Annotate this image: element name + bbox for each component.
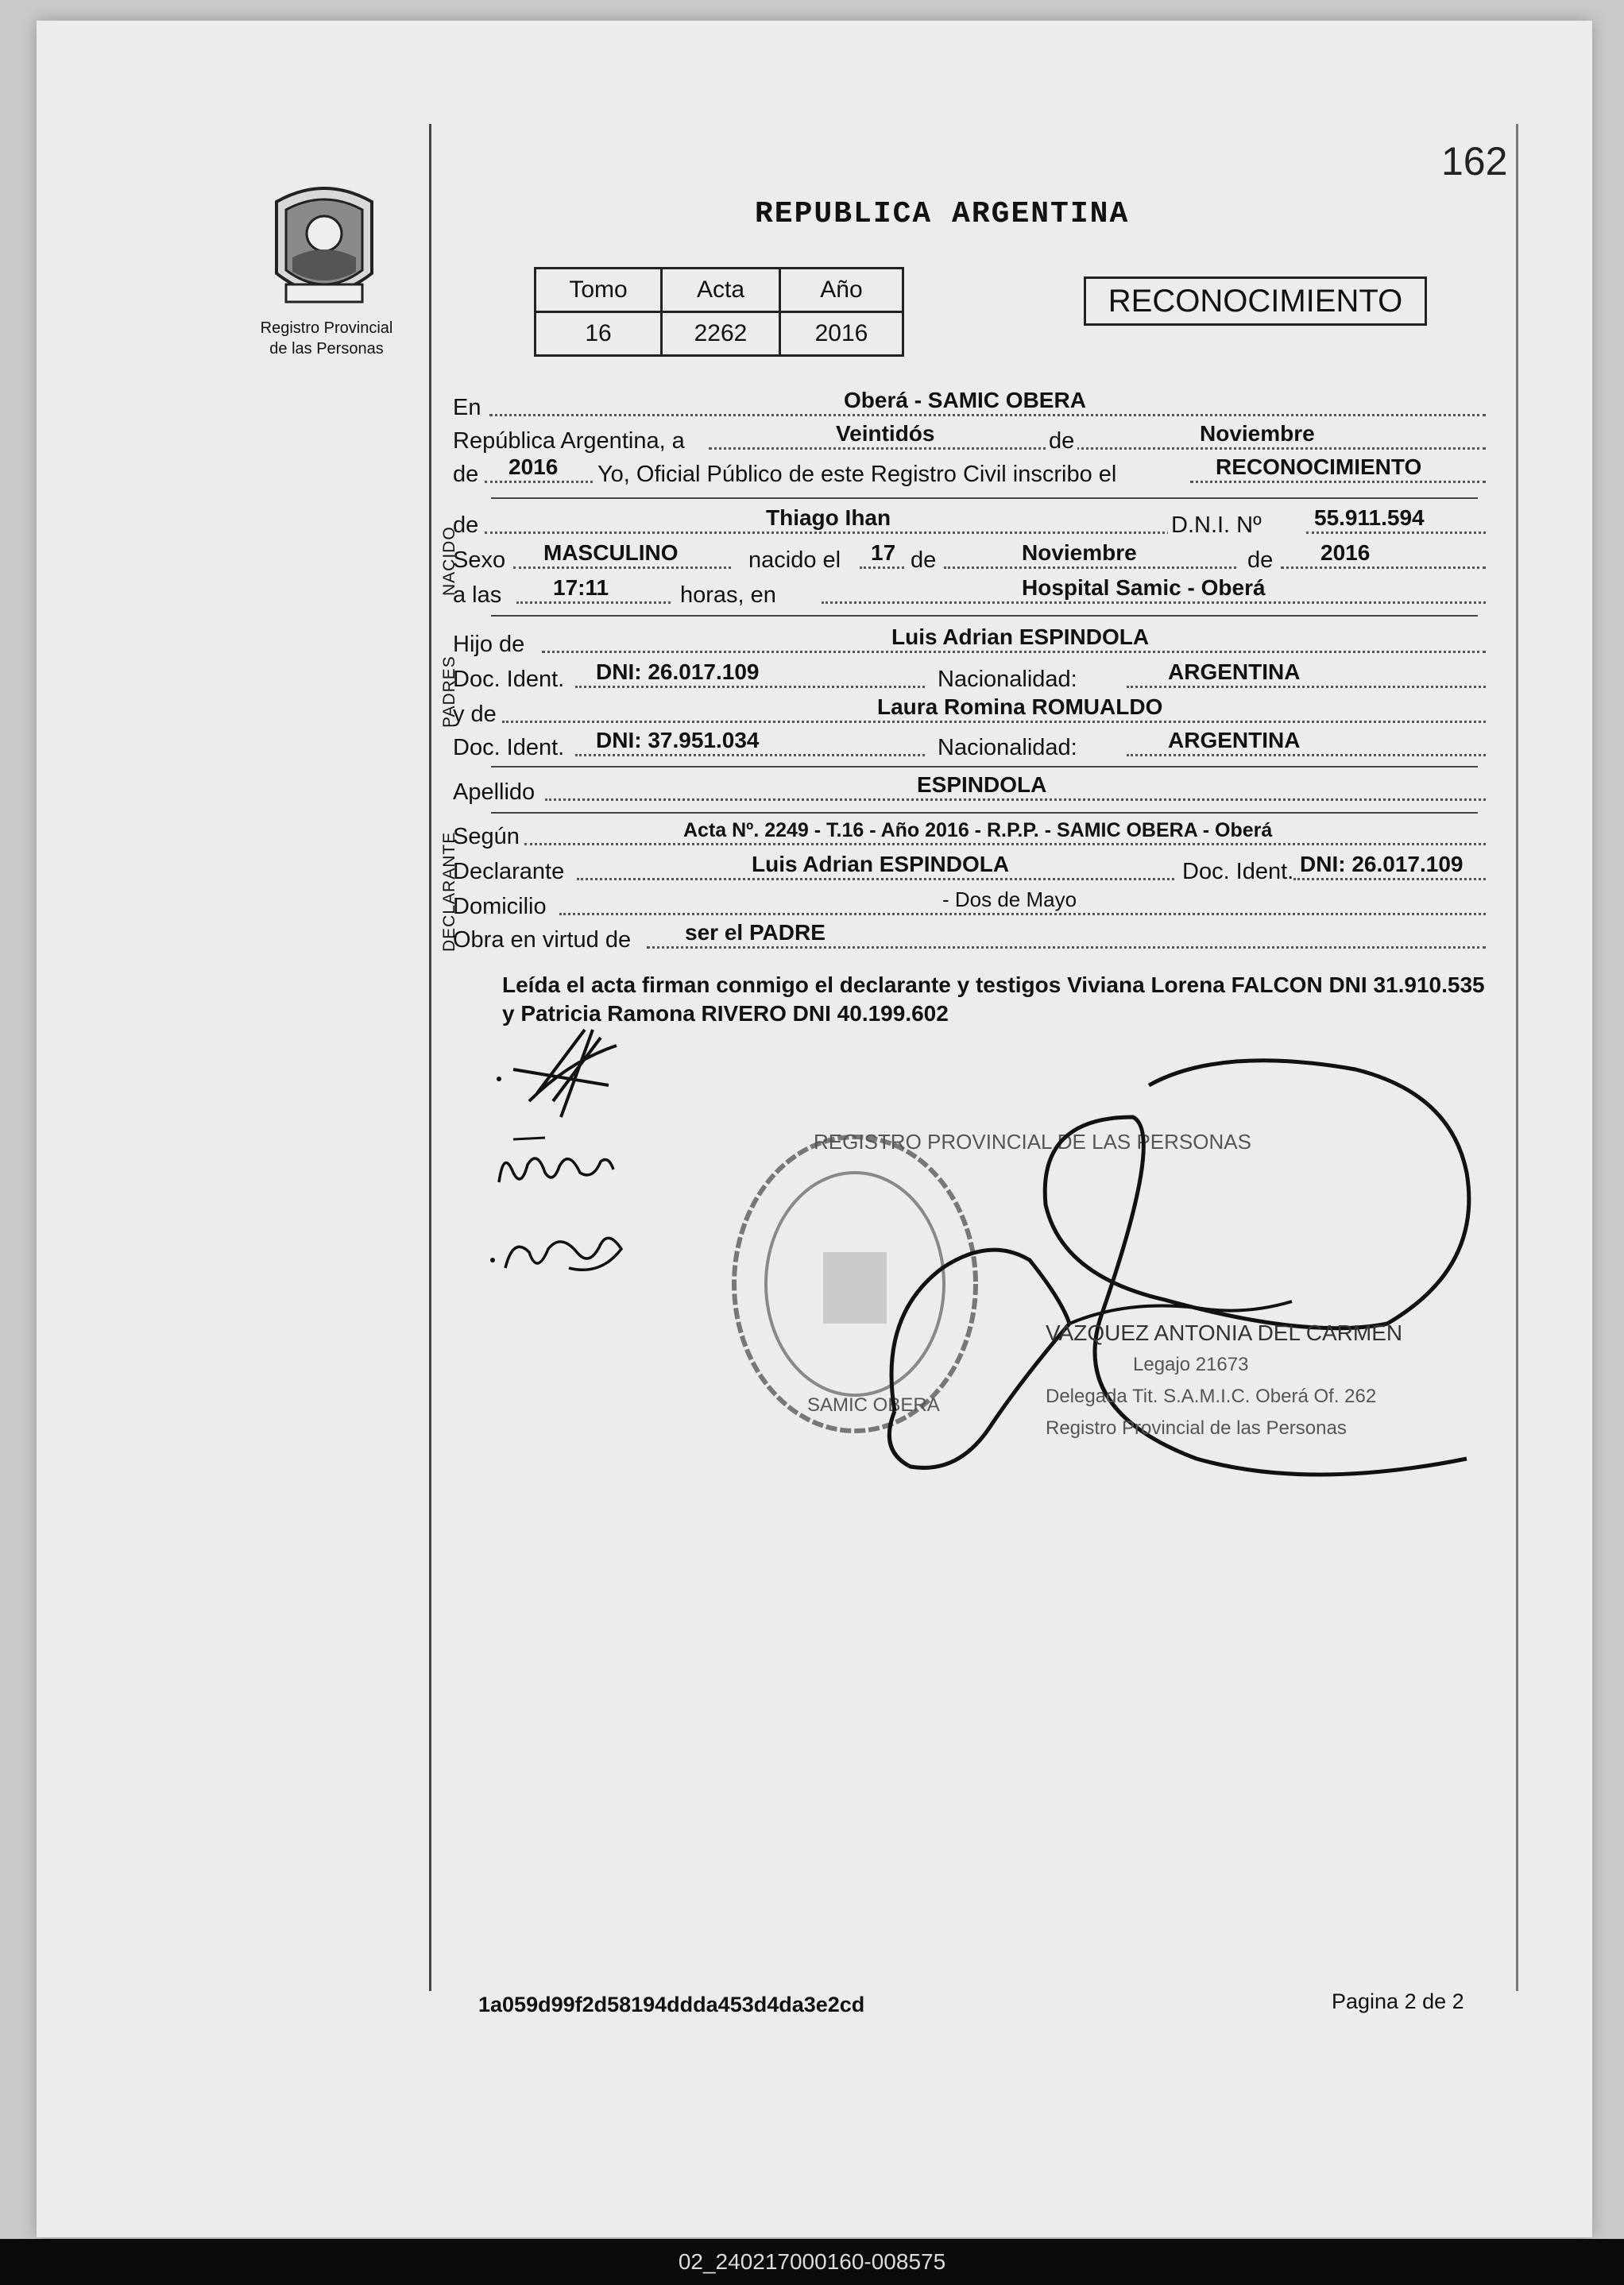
field-apellido: Apellido ESPINDOLA [453, 774, 1486, 806]
official-legajo: Legajo 21673 [1133, 1354, 1249, 1375]
field-obra: Obra en virtud de ser el PADRE [453, 922, 1486, 953]
side-label-declarante: DECLARANTE [440, 831, 458, 952]
act-type-box: RECONOCIMIENTO [1084, 276, 1427, 326]
document-hash: 1a059d99f2d58194ddda453d4da3e2cd [478, 1993, 865, 2016]
field-padre: Hijo de Luis Adrian ESPINDOLA [453, 626, 1486, 658]
official-stamp-text [1046, 1317, 1402, 1444]
field-madre: y de Laura Romina ROMUALDO [453, 696, 1486, 728]
field-domicilio: Domicilio - Dos de Mayo [453, 888, 1486, 920]
image-id-footer: 02_240217000160-008575 [0, 2239, 1624, 2285]
field-en: En Oberá - SAMIC OBERA [453, 389, 1486, 421]
witness-signatures [481, 1014, 688, 1347]
stamp-text-top: REGISTRO PROVINCIAL DE LAS PERSONAS [814, 1130, 1251, 1154]
field-declarante: Declarante Luis Adrian ESPINDOLA Doc. Ident. DNI: 26.017.109 [453, 853, 1486, 885]
side-label-padres: PADRES [440, 655, 458, 728]
registry-name: Registro Provincial de las Personas [260, 319, 393, 358]
left-margin-line [429, 124, 431, 1991]
pagination: Pagina 2 de 2 [1332, 1989, 1464, 2013]
document-page [37, 21, 1592, 2237]
field-fecha: República Argentina, a Veintidós de Noviembre [453, 423, 1486, 454]
stamp-text-bottom: SAMIC OBERA [807, 1394, 940, 1416]
separator [491, 812, 1478, 814]
separator [491, 497, 1478, 499]
field-sexo-nacimiento: Sexo MASCULINO nacido el 17 de Noviembre de 2016 [453, 542, 1486, 574]
field-madre-doc: Doc. Ident. DNI: 37.951.034 Nacionalidad: ARGENTINA [453, 729, 1486, 761]
page-number: 162 [1441, 139, 1508, 184]
record-table [534, 267, 904, 357]
separator [491, 615, 1478, 617]
anio-header: Año [780, 269, 903, 312]
tomo-header: Tomo [536, 269, 662, 312]
field-hora-lugar: a las 17:11 horas, en Hospital Samic - Oberá [453, 577, 1486, 609]
official-registro: Registro Provincial de las Personas [1046, 1417, 1347, 1439]
tomo-value: 16 [536, 312, 662, 356]
field-padre-doc: Doc. Ident. DNI: 26.017.109 Nacionalidad: ARGENTINA [453, 661, 1486, 693]
right-margin-line [1516, 124, 1518, 1991]
field-inscripcion: de 2016 Yo, Oficial Público de este Registro Civil inscribo el RECONOCIMIENTO [453, 456, 1486, 488]
misiones-coat-of-arms-icon [269, 178, 380, 311]
field-nombre: de Thiago Ihan D.N.I. Nº 55.911.594 [453, 507, 1486, 539]
side-label-nacido: NACIDO [440, 526, 458, 596]
acta-value: 2262 [662, 312, 780, 356]
anio-value: 2016 [780, 312, 903, 356]
separator [491, 766, 1478, 767]
official-cargo: Delegada Tit. S.A.M.I.C. Oberá Of. 262 [1046, 1386, 1377, 1407]
acta-header: Acta [662, 269, 780, 312]
official-name: VAZQUEZ ANTONIA DEL CARMEN [1046, 1320, 1403, 1345]
field-segun: Según Acta Nº. 2249 - T.16 - Año 2016 - R.P.P. - SAMIC OBERA - Oberá [453, 818, 1486, 850]
signature-statement: Leída el acta firman conmigo el declarante y testigos Viviana Lorena FALCON DNI 31.910.535 y Patricia Ramona RIVERO DNI 40.199.602 [502, 972, 1485, 1026]
document-title: REPUBLICA ARGENTINA [755, 197, 1130, 231]
